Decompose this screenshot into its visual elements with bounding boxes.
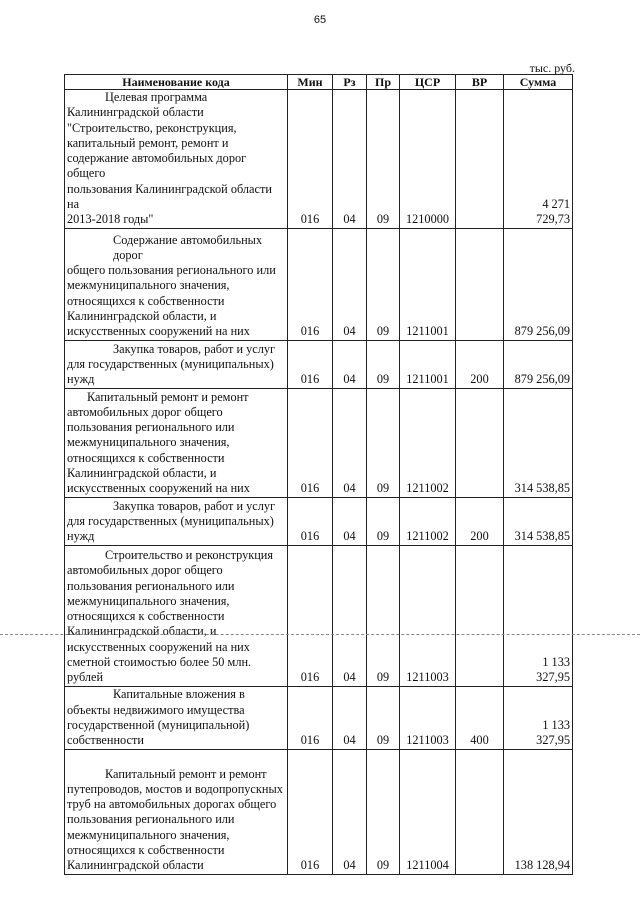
row-vr: 200 <box>456 340 504 388</box>
row-sum: 879 256,09 <box>504 228 573 340</box>
row-sum: 1 133 327,95 <box>504 545 573 686</box>
row-vr: 400 <box>456 686 504 749</box>
budget-table <box>64 74 573 875</box>
row-sum: 314 538,85 <box>504 497 573 545</box>
row-pr: 09 <box>367 545 400 686</box>
table-row <box>65 228 573 340</box>
row-rz: 04 <box>333 388 367 497</box>
row-min: 016 <box>288 545 333 686</box>
row-pr: 09 <box>367 340 400 388</box>
row-name: Строительство и реконструкция автомобильных дорог общего пользования регионального или межмуниципального значения, относящихся к собственности Калининградской области, и искусственных сооружений на них сметной стоимостью более 50 млн. рублей <box>65 545 288 686</box>
row-vr: 200 <box>456 497 504 545</box>
row-min: 016 <box>288 749 333 874</box>
row-csr: 1211004 <box>400 749 456 874</box>
row-min: 016 <box>288 686 333 749</box>
row-vr <box>456 388 504 497</box>
scan-artifact-line <box>0 634 640 635</box>
row-sum: 4 271 729,73 <box>504 90 573 229</box>
table-header-row <box>65 75 573 90</box>
row-sum: 314 538,85 <box>504 388 573 497</box>
row-name: Закупка товаров, работ и услуг для государственных (муниципальных) нужд <box>65 497 288 545</box>
row-sum: 1 133 327,95 <box>504 686 573 749</box>
row-min: 016 <box>288 90 333 229</box>
header-name: Наименование кода <box>65 75 288 90</box>
row-name: Капитальный ремонт и ремонт автомобильных дорог общего пользования регионального или межмуниципального значения, относящихся к собственности Калининградской области, и искусственных сооружений на них <box>65 388 288 497</box>
header-sum: Сумма <box>504 75 573 90</box>
row-rz: 04 <box>333 497 367 545</box>
row-csr: 1211001 <box>400 228 456 340</box>
header-vr: ВР <box>456 75 504 90</box>
row-min: 016 <box>288 497 333 545</box>
row-rz: 04 <box>333 686 367 749</box>
row-pr: 09 <box>367 749 400 874</box>
row-pr: 09 <box>367 388 400 497</box>
row-name: Капитальный ремонт и ремонт путепроводов, мостов и водопропускных труб на автомобильных дорогах общего пользования регионального или межмуниципального значения, относящихся к собственности Калининградской области <box>65 749 288 874</box>
row-vr <box>456 545 504 686</box>
row-csr: 1211003 <box>400 545 456 686</box>
row-csr: 1211003 <box>400 686 456 749</box>
table-row <box>65 686 573 749</box>
row-rz: 04 <box>333 228 367 340</box>
row-name: Закупка товаров, работ и услуг для государственных (муниципальных) нужд <box>65 340 288 388</box>
table-row <box>65 749 573 874</box>
header-rz: Рз <box>333 75 367 90</box>
row-csr: 1210000 <box>400 90 456 229</box>
row-sum: 138 128,94 <box>504 749 573 874</box>
row-min: 016 <box>288 388 333 497</box>
table-row <box>65 90 573 229</box>
table-row <box>65 545 573 686</box>
row-pr: 09 <box>367 686 400 749</box>
row-name: Целевая программа Калининградской области "Строительство, реконструкция, капитальный ремонт, ремонт и содержание автомобильных дорог общего пользования Калининградской области на 2013-2018 годы" <box>65 90 288 229</box>
row-rz: 04 <box>333 340 367 388</box>
row-pr: 09 <box>367 90 400 229</box>
header-csr: ЦСР <box>400 75 456 90</box>
header-pr: Пр <box>367 75 400 90</box>
units-label: тыс. руб. <box>529 61 575 75</box>
row-sum: 879 256,09 <box>504 340 573 388</box>
header-min: Мин <box>288 75 333 90</box>
row-min: 016 <box>288 228 333 340</box>
row-name: Содержание автомобильных дорог общего пользования регионального или межмуниципального значения, относящихся к собственности Калининградской области, и искусственных сооружений на них <box>65 228 288 340</box>
row-rz: 04 <box>333 749 367 874</box>
row-rz: 04 <box>333 545 367 686</box>
row-rz: 04 <box>333 90 367 229</box>
row-csr: 1211002 <box>400 388 456 497</box>
table-row <box>65 497 573 545</box>
row-vr <box>456 90 504 229</box>
page-number: 65 <box>313 14 327 26</box>
row-pr: 09 <box>367 497 400 545</box>
row-pr: 09 <box>367 228 400 340</box>
row-csr: 1211001 <box>400 340 456 388</box>
row-vr <box>456 228 504 340</box>
table-row <box>65 388 573 497</box>
table-row <box>65 340 573 388</box>
row-csr: 1211002 <box>400 497 456 545</box>
row-vr <box>456 749 504 874</box>
row-name: Капитальные вложения в объекты недвижимого имущества государственной (муниципальной) собственности <box>65 686 288 749</box>
row-min: 016 <box>288 340 333 388</box>
